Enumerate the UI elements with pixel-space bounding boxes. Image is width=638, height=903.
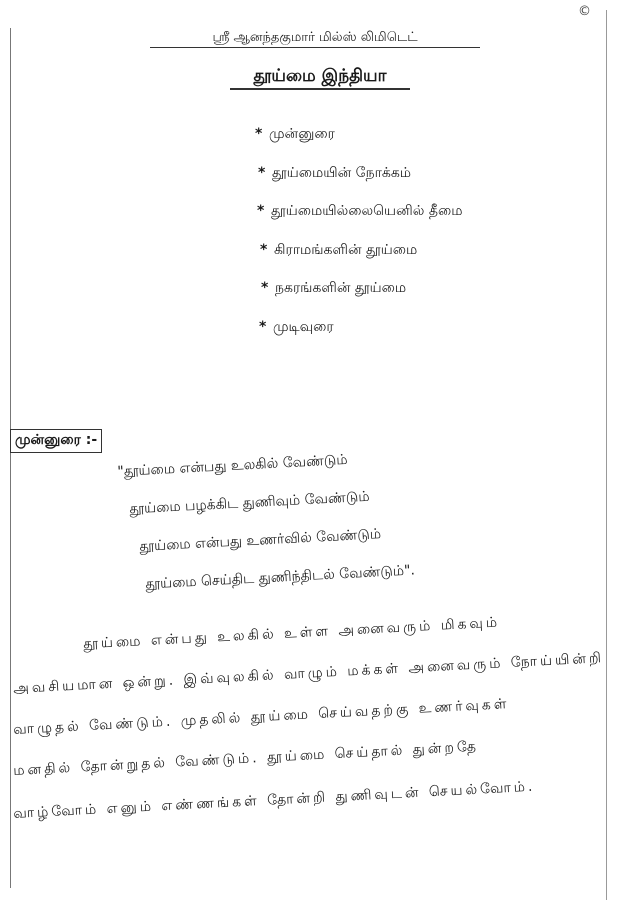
left-margin-line — [10, 28, 11, 888]
contents-item-label: முடிவுரை — [273, 318, 334, 335]
intro-poem — [117, 451, 416, 616]
contents-item — [259, 319, 464, 358]
contents-item-label: கிராமங்களின் தூய்மை — [274, 241, 418, 258]
contents-item — [257, 203, 462, 242]
page-corner-mark: © — [578, 4, 591, 19]
contents-item-label: தூய்மையின் நோக்கம் — [272, 164, 412, 181]
contents-item-label: தூய்மையில்லையெனில் தீமை — [271, 203, 463, 219]
contents-item-label: முன்னுரை — [269, 126, 335, 142]
paragraph-line: மனதில் தோன்றுதல் வேண்டும். தூய்மை செய்தால் துன்றதே — [12, 738, 480, 780]
contents-item — [260, 242, 465, 281]
contents-item — [255, 126, 460, 165]
poem-line: தூய்மை செய்திட துணிந்திடல் வேண்டும்". — [144, 562, 416, 593]
company-name: ஸ்ரீ ஆனந்தகுமார் மில்ஸ் லிமிடெட் — [150, 30, 480, 48]
bullet-star-icon: * — [257, 203, 265, 219]
bullet-star-icon: * — [261, 280, 269, 296]
contents-list — [255, 126, 463, 357]
bullet-star-icon: * — [255, 126, 263, 142]
paragraph-line: வாழுதல் வேண்டும். முதலில் தூய்மை செய்வதற்கு உணர்வுகள் — [12, 696, 510, 739]
right-margin-line — [606, 10, 607, 900]
poem-line: தூய்மை பழக்கிட துணிவும் வேண்டும் — [128, 488, 370, 518]
paragraph-line: அவசியமான ஒன்று. இவ்வுலகில் வாழும் மக்கள் அனைவரும் நோய்யின்றி — [12, 650, 605, 698]
contents-item — [258, 165, 463, 204]
page-title: தூய்மை இந்தியா — [230, 66, 410, 90]
bullet-star-icon: * — [260, 241, 268, 258]
paragraph-line: தூய்மை என்பது உலகில் உள்ள அனைவரும் மிகவும் — [82, 614, 501, 653]
paragraph-line: வாழ்வோம் எனும் எண்ணங்கள் தோன்றி துணிவுடன் செயல்வோம். — [12, 778, 536, 823]
poem-line: தூய்மை என்பது உணர்வில் வேண்டும் — [138, 526, 382, 555]
poem-line: "தூய்மை என்பது உலகில் வேண்டும் — [117, 451, 348, 481]
bullet-star-icon: * — [258, 164, 266, 181]
contents-item-label: நகரங்களின் தூய்மை — [275, 280, 407, 296]
bullet-star-icon: * — [259, 318, 267, 335]
intro-heading: முன்னுரை :- — [10, 429, 102, 453]
intro-paragraph — [12, 614, 605, 847]
contents-item — [261, 280, 466, 319]
